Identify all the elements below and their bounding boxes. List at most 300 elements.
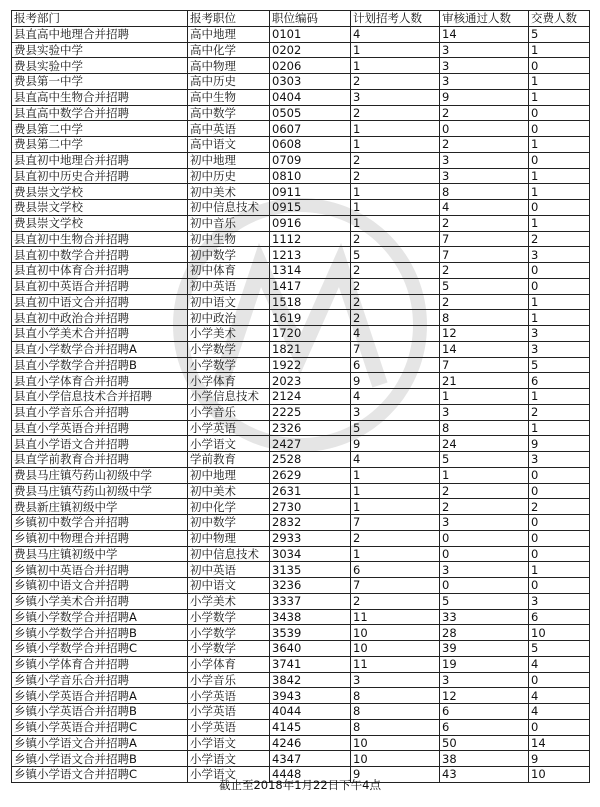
cell-position: 初中语文 [188, 578, 270, 594]
cell-approved-count: 1 [440, 389, 529, 405]
cell-department: 乡镇小学数学合并招聘A [12, 609, 188, 625]
cell-planned-count: 2 [351, 74, 440, 90]
cell-position-code: 2933 [270, 530, 351, 546]
table-row [12, 74, 590, 90]
cell-position: 小学数学 [188, 625, 270, 641]
cell-department: 乡镇小学英语合并招聘A [12, 688, 188, 704]
cell-planned-count: 9 [351, 373, 440, 389]
table-row [12, 389, 590, 405]
cell-paid-count: 0 [529, 672, 590, 688]
cell-approved-count: 7 [440, 247, 529, 263]
cell-approved-count: 5 [440, 452, 529, 468]
cell-approved-count: 1 [440, 467, 529, 483]
cell-paid-count: 0 [529, 200, 590, 216]
cell-paid-count: 0 [529, 278, 590, 294]
cell-department: 费县实验中学 [12, 58, 188, 74]
cell-position-code: 1213 [270, 247, 351, 263]
cell-planned-count: 2 [351, 310, 440, 326]
cell-planned-count: 3 [351, 672, 440, 688]
cell-position: 初中物理 [188, 530, 270, 546]
cell-position-code: 2730 [270, 499, 351, 515]
cell-paid-count: 5 [529, 357, 590, 373]
cell-paid-count: 3 [529, 326, 590, 342]
cell-position-code: 1720 [270, 326, 351, 342]
cell-position-code: 2326 [270, 420, 351, 436]
cell-planned-count: 2 [351, 263, 440, 279]
cell-paid-count: 0 [529, 121, 590, 137]
cell-position: 初中数学 [188, 247, 270, 263]
registration-table-wrapper [11, 10, 589, 783]
cell-paid-count: 0 [529, 467, 590, 483]
cell-paid-count: 9 [529, 751, 590, 767]
cell-paid-count: 2 [529, 404, 590, 420]
table-row [12, 751, 590, 767]
cell-position: 学前教育 [188, 452, 270, 468]
cell-position-code: 4145 [270, 719, 351, 735]
table-row [12, 719, 590, 735]
cell-planned-count: 2 [351, 105, 440, 121]
cell-position: 初中政治 [188, 310, 270, 326]
table-row [12, 357, 590, 373]
cell-approved-count: 19 [440, 656, 529, 672]
table-row [12, 641, 590, 657]
cell-paid-count: 2 [529, 499, 590, 515]
cell-department: 县直高中地理合并招聘 [12, 26, 188, 42]
cell-position: 高中英语 [188, 121, 270, 137]
cell-position-code: 0810 [270, 168, 351, 184]
cell-planned-count: 10 [351, 751, 440, 767]
table-row [12, 231, 590, 247]
cell-position-code: 1821 [270, 341, 351, 357]
cell-position: 初中体育 [188, 263, 270, 279]
table-row [12, 200, 590, 216]
cell-position: 高中历史 [188, 74, 270, 90]
cell-position-code: 0608 [270, 137, 351, 153]
cell-position: 小学英语 [188, 719, 270, 735]
table-row [12, 294, 590, 310]
table-row [12, 326, 590, 342]
cell-position: 初中美术 [188, 184, 270, 200]
cell-position: 小学体育 [188, 373, 270, 389]
cell-approved-count: 2 [440, 499, 529, 515]
header-department: 报考部门 [12, 11, 188, 27]
cell-approved-count: 2 [440, 137, 529, 153]
cell-position: 小学英语 [188, 704, 270, 720]
cell-approved-count: 0 [440, 121, 529, 137]
cell-position-code: 3539 [270, 625, 351, 641]
cell-department: 县直小学信息技术合并招聘 [12, 389, 188, 405]
cell-paid-count: 3 [529, 452, 590, 468]
cell-department: 费县崇文学校 [12, 215, 188, 231]
cell-approved-count: 28 [440, 625, 529, 641]
cell-planned-count: 11 [351, 656, 440, 672]
cell-position-code: 3943 [270, 688, 351, 704]
cell-planned-count: 2 [351, 294, 440, 310]
cell-planned-count: 1 [351, 215, 440, 231]
cell-position-code: 3842 [270, 672, 351, 688]
table-row [12, 247, 590, 263]
table-row [12, 105, 590, 121]
cell-department: 费县新庄镇初级中学 [12, 499, 188, 515]
cell-planned-count: 4 [351, 326, 440, 342]
cell-planned-count: 4 [351, 389, 440, 405]
cell-paid-count: 10 [529, 767, 590, 783]
table-row [12, 152, 590, 168]
cell-planned-count: 6 [351, 357, 440, 373]
cell-position-code: 2631 [270, 483, 351, 499]
cell-position-code: 1619 [270, 310, 351, 326]
cell-approved-count: 7 [440, 231, 529, 247]
cell-position: 小学体育 [188, 656, 270, 672]
cell-paid-count: 0 [529, 263, 590, 279]
table-row [12, 436, 590, 452]
cell-department: 乡镇小学数学合并招聘C [12, 641, 188, 657]
table-row [12, 483, 590, 499]
cell-position-code: 0915 [270, 200, 351, 216]
cell-position-code: 0206 [270, 58, 351, 74]
table-row [12, 404, 590, 420]
cell-position-code: 4246 [270, 735, 351, 751]
table-row [12, 562, 590, 578]
cell-position: 初中英语 [188, 562, 270, 578]
cell-department: 县直小学数学合并招聘B [12, 357, 188, 373]
cell-department: 费县马庄镇初级中学 [12, 546, 188, 562]
cell-paid-count: 0 [529, 515, 590, 531]
cell-department: 县直高中生物合并招聘 [12, 89, 188, 105]
cell-position: 小学英语 [188, 688, 270, 704]
cell-position-code: 4448 [270, 767, 351, 783]
cell-department: 费县第二中学 [12, 121, 188, 137]
cell-approved-count: 3 [440, 168, 529, 184]
table-header-row [12, 11, 590, 27]
table-row [12, 704, 590, 720]
cell-planned-count: 4 [351, 26, 440, 42]
cell-paid-count: 1 [529, 310, 590, 326]
table-row [12, 578, 590, 594]
cell-paid-count: 0 [529, 719, 590, 735]
cell-position: 初中语文 [188, 294, 270, 310]
cell-planned-count: 5 [351, 420, 440, 436]
cell-position: 小学语文 [188, 767, 270, 783]
cell-planned-count: 1 [351, 137, 440, 153]
cell-approved-count: 50 [440, 735, 529, 751]
cell-department: 乡镇小学语文合并招聘A [12, 735, 188, 751]
cell-department: 乡镇小学数学合并招聘B [12, 625, 188, 641]
cell-position-code: 2023 [270, 373, 351, 389]
cell-approved-count: 3 [440, 404, 529, 420]
table-row [12, 593, 590, 609]
table-row [12, 546, 590, 562]
cell-planned-count: 10 [351, 735, 440, 751]
table-row [12, 310, 590, 326]
table-row [12, 452, 590, 468]
cell-position: 高中地理 [188, 26, 270, 42]
cell-paid-count: 0 [529, 578, 590, 594]
table-row [12, 420, 590, 436]
cell-position: 高中数学 [188, 105, 270, 121]
header-approved-count: 审核通过人数 [440, 11, 529, 27]
cell-paid-count: 4 [529, 704, 590, 720]
table-row [12, 609, 590, 625]
cell-planned-count: 4 [351, 452, 440, 468]
table-row [12, 499, 590, 515]
cell-department: 费县崇文学校 [12, 184, 188, 200]
cell-department: 县直初中语文合并招聘 [12, 294, 188, 310]
cell-paid-count: 3 [529, 593, 590, 609]
cell-planned-count: 1 [351, 121, 440, 137]
cell-position-code: 0404 [270, 89, 351, 105]
cell-paid-count: 6 [529, 373, 590, 389]
cell-department: 费县第二中学 [12, 137, 188, 153]
cell-position: 小学美术 [188, 593, 270, 609]
cell-position-code: 0709 [270, 152, 351, 168]
cell-planned-count: 5 [351, 247, 440, 263]
cell-paid-count: 1 [529, 42, 590, 58]
cell-paid-count: 3 [529, 341, 590, 357]
cell-position-code: 1314 [270, 263, 351, 279]
cell-approved-count: 3 [440, 42, 529, 58]
cell-approved-count: 8 [440, 184, 529, 200]
cell-position: 高中物理 [188, 58, 270, 74]
cell-position-code: 3640 [270, 641, 351, 657]
cell-department: 县直初中数学合并招聘 [12, 247, 188, 263]
cell-paid-count: 1 [529, 74, 590, 90]
cell-approved-count: 2 [440, 105, 529, 121]
cell-planned-count: 3 [351, 89, 440, 105]
table-row [12, 735, 590, 751]
cell-department: 乡镇小学语文合并招聘B [12, 751, 188, 767]
header-paid-count: 交费人数 [529, 11, 590, 27]
table-row [12, 625, 590, 641]
cell-planned-count: 1 [351, 467, 440, 483]
registration-table [11, 10, 590, 783]
cell-paid-count: 1 [529, 184, 590, 200]
cell-department: 县直小学美术合并招聘 [12, 326, 188, 342]
cell-paid-count: 1 [529, 137, 590, 153]
table-row [12, 42, 590, 58]
cell-planned-count: 9 [351, 436, 440, 452]
cell-position-code: 1518 [270, 294, 351, 310]
cell-position: 初中音乐 [188, 215, 270, 231]
cell-position: 高中语文 [188, 137, 270, 153]
cell-department: 乡镇初中物理合并招聘 [12, 530, 188, 546]
cell-approved-count: 14 [440, 26, 529, 42]
cell-position: 小学英语 [188, 420, 270, 436]
table-row [12, 515, 590, 531]
cell-position: 初中英语 [188, 278, 270, 294]
cell-planned-count: 10 [351, 625, 440, 641]
cell-position: 小学数学 [188, 641, 270, 657]
cell-approved-count: 5 [440, 278, 529, 294]
cell-planned-count: 1 [351, 42, 440, 58]
cell-department: 县直初中生物合并招聘 [12, 231, 188, 247]
cell-paid-count: 5 [529, 26, 590, 42]
cell-position: 小学音乐 [188, 672, 270, 688]
table-row [12, 341, 590, 357]
cell-paid-count: 0 [529, 58, 590, 74]
cell-approved-count: 0 [440, 578, 529, 594]
table-row [12, 672, 590, 688]
cell-paid-count: 4 [529, 656, 590, 672]
cell-approved-count: 3 [440, 74, 529, 90]
cell-department: 县直小学英语合并招聘 [12, 420, 188, 436]
cell-paid-count: 0 [529, 530, 590, 546]
cell-position: 初中信息技术 [188, 200, 270, 216]
cell-approved-count: 3 [440, 152, 529, 168]
cell-approved-count: 2 [440, 483, 529, 499]
cell-planned-count: 1 [351, 184, 440, 200]
cell-planned-count: 3 [351, 404, 440, 420]
cell-department: 费县第一中学 [12, 74, 188, 90]
cell-position: 初中地理 [188, 152, 270, 168]
cell-paid-count: 0 [529, 152, 590, 168]
cell-paid-count: 1 [529, 294, 590, 310]
cell-department: 费县马庄镇芍药山初级中学 [12, 467, 188, 483]
cell-planned-count: 1 [351, 546, 440, 562]
cell-department: 乡镇初中数学合并招聘 [12, 515, 188, 531]
cell-position: 小学美术 [188, 326, 270, 342]
cell-department: 乡镇小学英语合并招聘C [12, 719, 188, 735]
cell-position: 小学语文 [188, 735, 270, 751]
header-planned-count: 计划招考人数 [351, 11, 440, 27]
header-position: 报考职位 [188, 11, 270, 27]
cell-department: 县直高中数学合并招聘 [12, 105, 188, 121]
cell-approved-count: 33 [440, 609, 529, 625]
cell-position-code: 2629 [270, 467, 351, 483]
cell-paid-count: 1 [529, 89, 590, 105]
table-row [12, 121, 590, 137]
table-row [12, 656, 590, 672]
cell-position-code: 0607 [270, 121, 351, 137]
table-row [12, 467, 590, 483]
cell-paid-count: 0 [529, 105, 590, 121]
cell-planned-count: 1 [351, 483, 440, 499]
cell-department: 费县崇文学校 [12, 200, 188, 216]
cell-planned-count: 7 [351, 578, 440, 594]
cell-position: 高中化学 [188, 42, 270, 58]
cell-approved-count: 4 [440, 200, 529, 216]
cell-position: 初中数学 [188, 515, 270, 531]
cell-position: 初中历史 [188, 168, 270, 184]
cell-position: 小学数学 [188, 357, 270, 373]
cell-approved-count: 24 [440, 436, 529, 452]
cell-paid-count: 10 [529, 625, 590, 641]
cell-approved-count: 8 [440, 310, 529, 326]
cell-planned-count: 7 [351, 341, 440, 357]
cell-position-code: 4044 [270, 704, 351, 720]
cell-position: 小学数学 [188, 609, 270, 625]
table-row [12, 58, 590, 74]
cell-position: 初中地理 [188, 467, 270, 483]
cell-approved-count: 0 [440, 546, 529, 562]
cell-paid-count: 1 [529, 562, 590, 578]
cell-planned-count: 11 [351, 609, 440, 625]
cell-position: 初中信息技术 [188, 546, 270, 562]
cell-position: 高中生物 [188, 89, 270, 105]
cell-department: 乡镇小学英语合并招聘B [12, 704, 188, 720]
cell-department: 乡镇初中语文合并招聘 [12, 578, 188, 594]
cell-position-code: 1922 [270, 357, 351, 373]
cell-approved-count: 3 [440, 515, 529, 531]
cell-approved-count: 9 [440, 89, 529, 105]
cell-department: 费县马庄镇芍药山初级中学 [12, 483, 188, 499]
cell-position: 小学数学 [188, 341, 270, 357]
cell-planned-count: 2 [351, 593, 440, 609]
cell-position: 初中生物 [188, 231, 270, 247]
cell-planned-count: 2 [351, 231, 440, 247]
table-row [12, 168, 590, 184]
table-row [12, 263, 590, 279]
cell-position: 初中美术 [188, 483, 270, 499]
table-row [12, 373, 590, 389]
cell-paid-count: 5 [529, 641, 590, 657]
cell-position: 初中化学 [188, 499, 270, 515]
cell-department: 县直小学语文合并招聘 [12, 436, 188, 452]
cell-position-code: 2124 [270, 389, 351, 405]
cell-planned-count: 7 [351, 515, 440, 531]
cell-department: 乡镇小学音乐合并招聘 [12, 672, 188, 688]
cell-paid-count: 1 [529, 215, 590, 231]
cell-department: 县直小学数学合并招聘A [12, 341, 188, 357]
cell-position-code: 3135 [270, 562, 351, 578]
cell-department: 县直初中英语合并招聘 [12, 278, 188, 294]
cell-position-code: 0303 [270, 74, 351, 90]
table-row [12, 137, 590, 153]
cell-planned-count: 1 [351, 58, 440, 74]
cell-planned-count: 2 [351, 530, 440, 546]
cell-paid-count: 0 [529, 483, 590, 499]
table-row [12, 278, 590, 294]
table-row [12, 26, 590, 42]
cell-approved-count: 6 [440, 719, 529, 735]
cell-approved-count: 3 [440, 58, 529, 74]
cell-position: 小学音乐 [188, 404, 270, 420]
cell-approved-count: 3 [440, 672, 529, 688]
cell-approved-count: 7 [440, 357, 529, 373]
cell-paid-count: 3 [529, 247, 590, 263]
table-row [12, 530, 590, 546]
cell-approved-count: 3 [440, 562, 529, 578]
cell-approved-count: 21 [440, 373, 529, 389]
cell-approved-count: 39 [440, 641, 529, 657]
cell-planned-count: 8 [351, 719, 440, 735]
cell-position-code: 3236 [270, 578, 351, 594]
cell-position: 小学语文 [188, 751, 270, 767]
cell-approved-count: 2 [440, 263, 529, 279]
cell-approved-count: 12 [440, 688, 529, 704]
footer-note: 截止至2018年1月22日下午4点 [218, 778, 382, 792]
cell-approved-count: 8 [440, 420, 529, 436]
table-row [12, 89, 590, 105]
header-position-code: 职位编码 [270, 11, 351, 27]
cell-position-code: 1112 [270, 231, 351, 247]
cell-department: 费县实验中学 [12, 42, 188, 58]
cell-approved-count: 5 [440, 593, 529, 609]
cell-approved-count: 0 [440, 530, 529, 546]
cell-planned-count: 10 [351, 641, 440, 657]
cell-planned-count: 9 [351, 767, 440, 783]
cell-approved-count: 6 [440, 704, 529, 720]
cell-department: 乡镇初中英语合并招聘 [12, 562, 188, 578]
cell-position-code: 2225 [270, 404, 351, 420]
cell-position-code: 2427 [270, 436, 351, 452]
cell-department: 乡镇小学美术合并招聘 [12, 593, 188, 609]
cell-department: 县直初中政治合并招聘 [12, 310, 188, 326]
cell-position-code: 0505 [270, 105, 351, 121]
cell-department: 县直小学体育合并招聘 [12, 373, 188, 389]
table-row [12, 215, 590, 231]
cell-position-code: 0916 [270, 215, 351, 231]
